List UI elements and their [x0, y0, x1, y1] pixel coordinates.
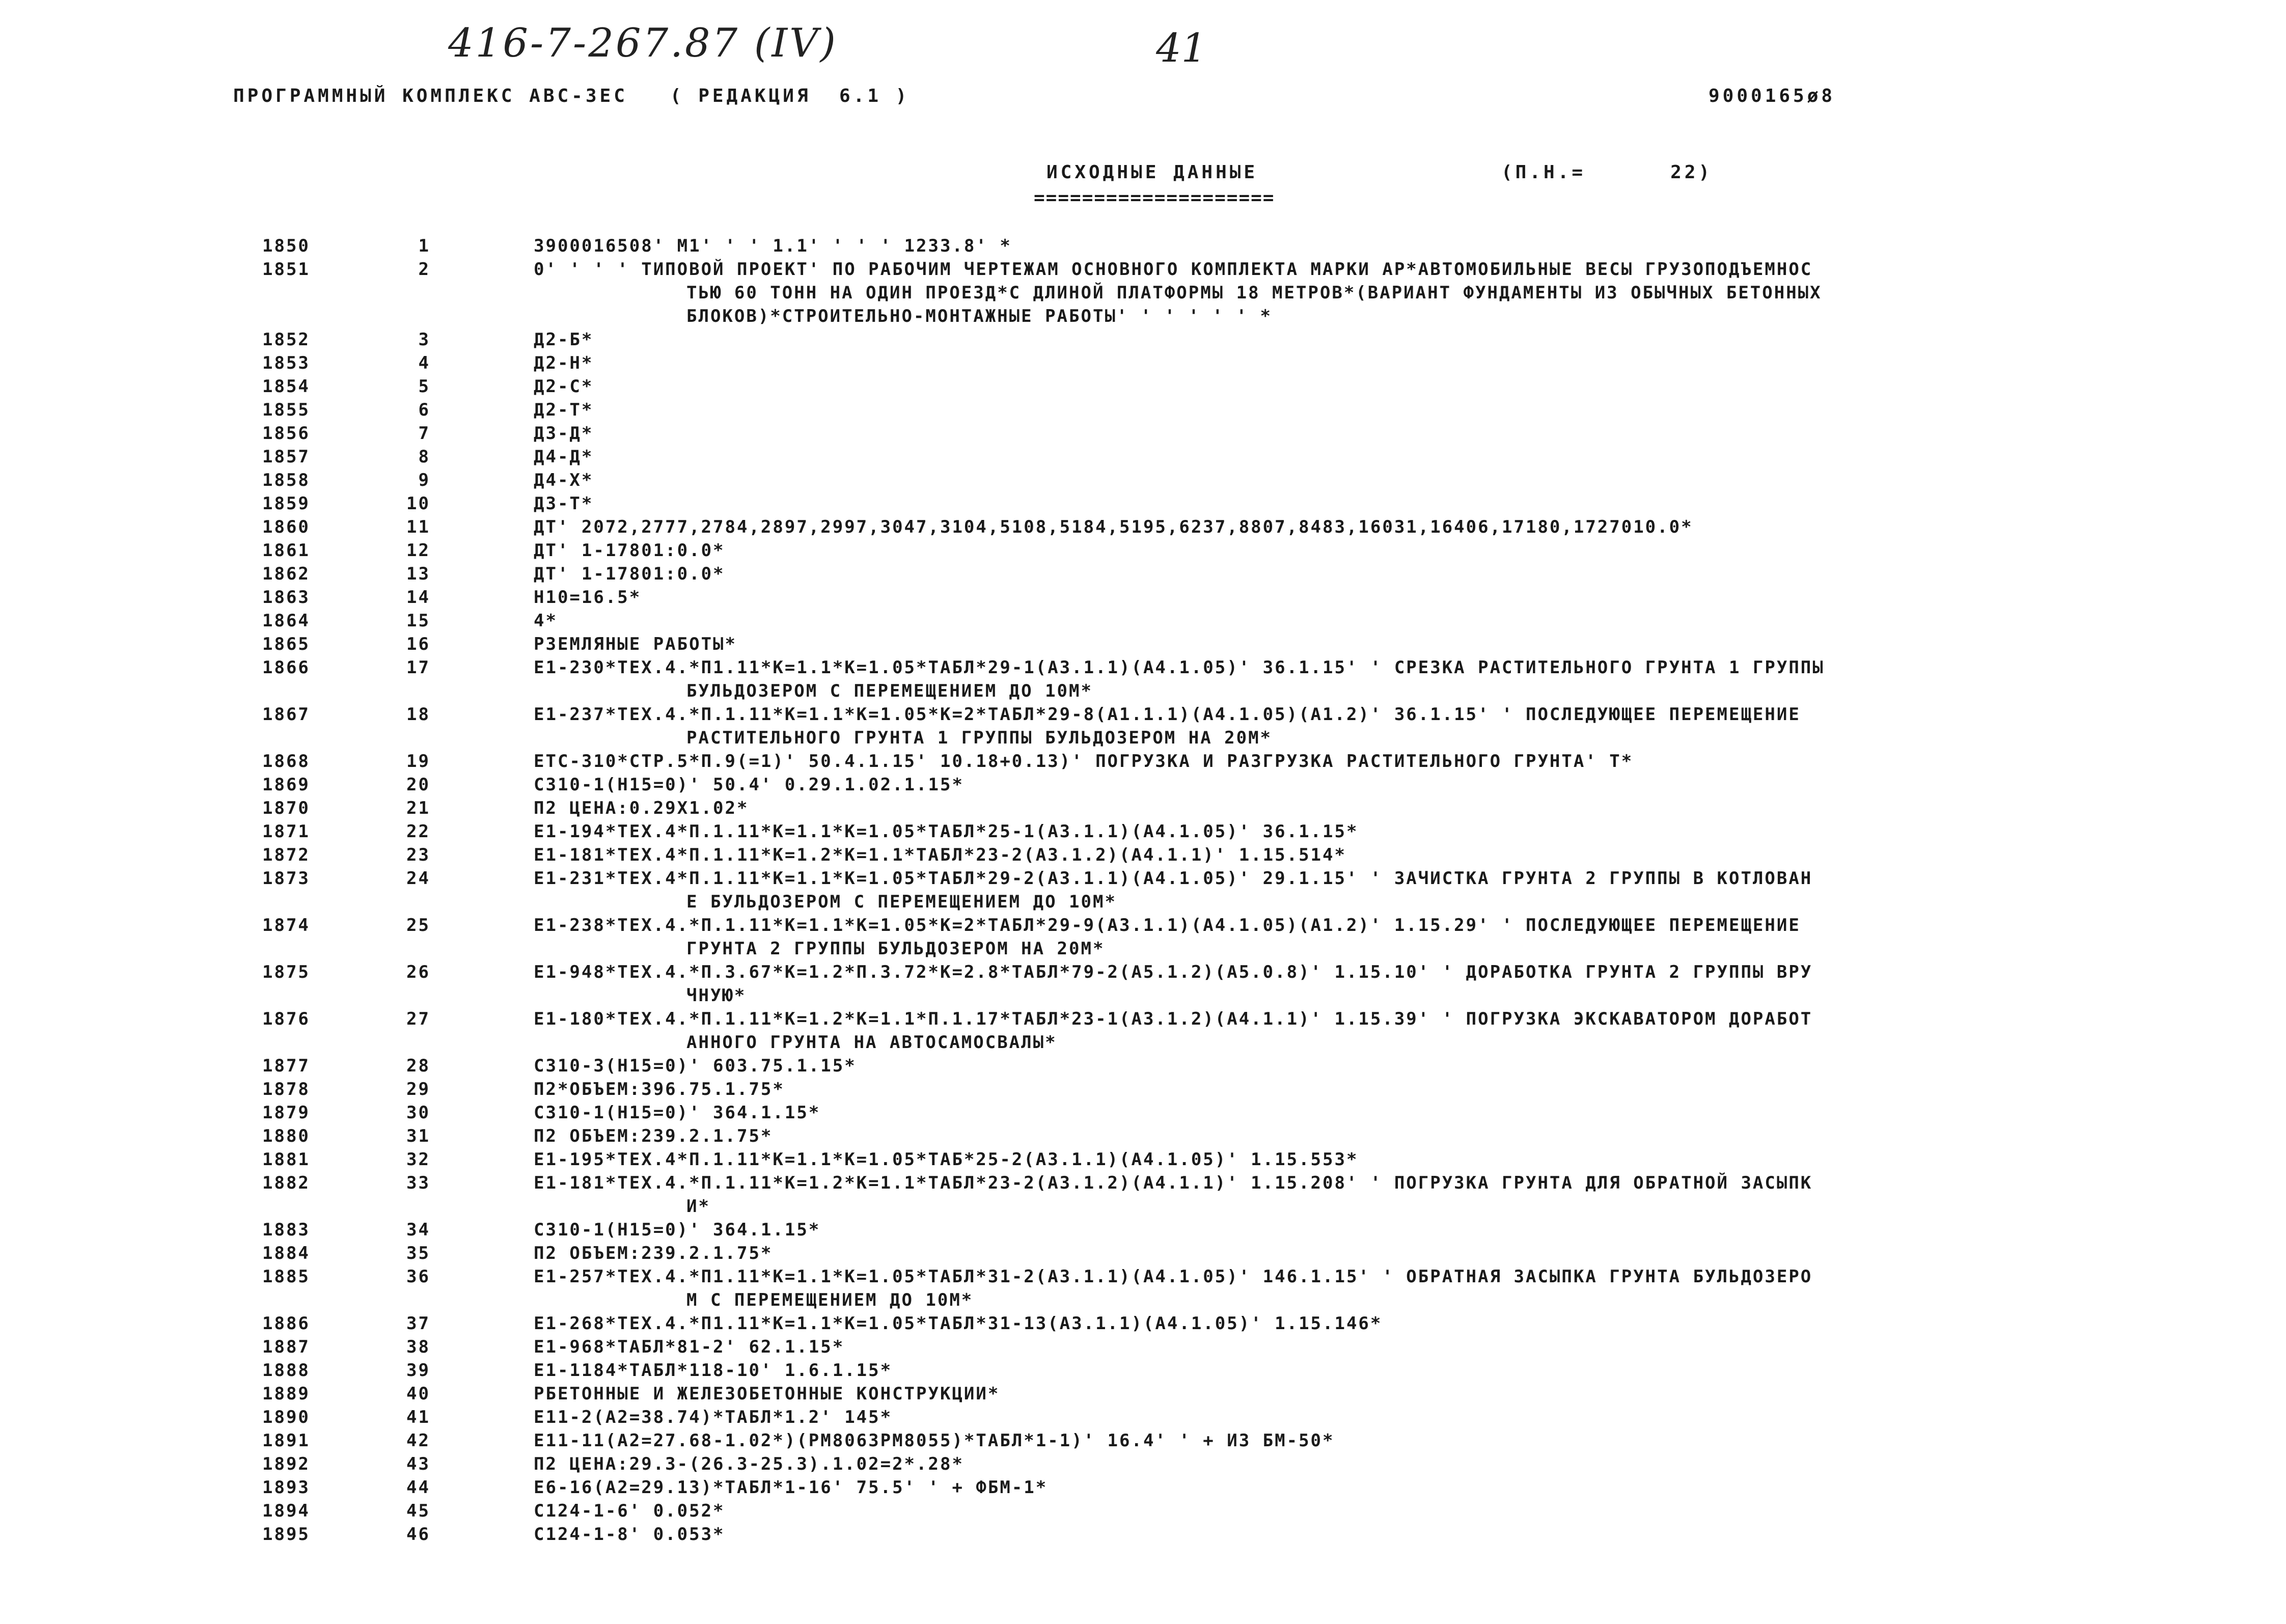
line-number: 1880	[262, 1126, 310, 1146]
listing-row	[0, 1335, 2286, 1359]
record-text-block	[534, 492, 2077, 515]
record-text-block	[534, 469, 2077, 492]
record-text-block	[534, 586, 2077, 609]
sequence-number: 8	[418, 447, 430, 467]
line-number: 1894	[262, 1501, 310, 1521]
record-text: Д2-Н*	[534, 353, 594, 373]
record-text-block	[534, 843, 2077, 867]
record-text-block	[534, 1382, 2077, 1406]
sequence-number: 13	[406, 564, 430, 584]
record-text-block	[534, 1218, 2077, 1242]
record-text: С124-1-8' 0.053*	[534, 1524, 725, 1545]
record-text: 4*	[534, 611, 558, 631]
record-text-block	[534, 609, 2077, 632]
record-text: Е1-948*ТЕХ.4.*П.3.67*К=1.2*П.3.72*К=2.8*ТАБЛ*79-2(А5.1.2)(А5.0.8)' 1.15.10' ' ДОРАБОТКА ГРУНТА 2 ГРУППЫ ВРУ	[534, 962, 1813, 982]
sequence-number: 41	[406, 1407, 430, 1427]
record-text: Д3-Д*	[534, 423, 594, 444]
listing-row	[0, 1218, 2286, 1242]
record-text-block	[534, 867, 2077, 914]
sequence-number: 4	[418, 353, 430, 373]
page-reference: (П.Н.= 22)	[1501, 162, 1713, 183]
line-number: 1865	[262, 634, 310, 654]
record-text-block	[534, 562, 2077, 586]
line-number: 1882	[262, 1173, 310, 1193]
listing-row	[0, 773, 2286, 796]
record-text-block	[534, 1499, 2077, 1523]
sequence-number: 5	[418, 376, 430, 397]
listing-row	[0, 914, 2286, 960]
record-text: Е1-968*ТАБЛ*81-2' 62.1.15*	[534, 1337, 845, 1357]
record-text: Е1-181*ТЕХ.4.*П.1.11*К=1.2*К=1.1*ТАБЛ*23-2(А3.1.2)(А4.1.1)' 1.15.208' ' ПОГРУЗКА ГРУНТА ДЛЯ ОБРАТНОЙ ЗАСЫПК	[534, 1173, 1813, 1193]
record-text-block	[534, 422, 2077, 445]
line-number: 1855	[262, 400, 310, 420]
sequence-number: 11	[406, 517, 430, 537]
record-text: ДТ' 1-17801:0.0*	[534, 564, 725, 584]
record-continuation: И*	[686, 1196, 710, 1217]
line-number: 1858	[262, 470, 310, 490]
record-text: П2 ЦЕНА:0.29Х1.02*	[534, 798, 749, 818]
record-text-block	[534, 1171, 2077, 1218]
program-header: ПРОГРАММНЫЙ КОМПЛЕКС АВС-ЗЕС ( РЕДАКЦИЯ 6.1 )	[233, 86, 910, 106]
line-number: 1886	[262, 1313, 310, 1334]
listing-row	[0, 750, 2286, 773]
listing-row	[0, 492, 2286, 515]
record-text: Е1-237*ТЕХ.4.*П.1.11*К=1.1*К=1.05*К=2*ТАБЛ*29-8(А1.1.1)(А4.1.05)(А1.2)' 36.1.15' ' ПОСЛЕДУЮЩЕЕ ПЕРЕМЕЩЕНИЕ	[534, 704, 1801, 725]
listing-row	[0, 1476, 2286, 1499]
line-number: 1878	[262, 1079, 310, 1099]
sequence-number: 3	[418, 329, 430, 350]
record-text-block	[534, 1312, 2077, 1335]
listing-row	[0, 445, 2286, 469]
record-text: С310-1(Н15=0)' 364.1.15*	[534, 1103, 821, 1123]
listing-row	[0, 1101, 2286, 1124]
listing-row	[0, 234, 2286, 258]
line-number: 1866	[262, 657, 310, 678]
sequence-number: 15	[406, 611, 430, 631]
data-listing	[0, 234, 2286, 1546]
record-continuation: ТЬЮ 60 ТОНН НА ОДИН ПРОЕЗД*С ДЛИНОЙ ПЛАТФОРМЫ 18 МЕТРОВ*(ВАРИАНТ ФУНДАМЕНТЫ ИЗ ОБЫЧНЫХ БЕТОННЫХ	[686, 283, 1822, 303]
listing-row	[0, 1007, 2286, 1054]
record-text-block	[534, 328, 2077, 351]
record-text: Е1-195*ТЕХ.4*П.1.11*К=1.1*К=1.05*ТАБ*25-2(А3.1.1)(А4.1.05)' 1.15.553*	[534, 1149, 1359, 1170]
line-number: 1864	[262, 611, 310, 631]
line-number: 1879	[262, 1103, 310, 1123]
sequence-number: 45	[406, 1501, 430, 1521]
record-continuation: АННОГО ГРУНТА НА АВТОСАМОСВАЛЫ*	[686, 1032, 1057, 1053]
line-number: 1888	[262, 1360, 310, 1381]
listing-row	[0, 469, 2286, 492]
listing-row	[0, 1406, 2286, 1429]
record-text: Е1-180*ТЕХ.4.*П.1.11*К=1.2*К=1.1*П.1.17*ТАБЛ*23-1(А3.1.2)(А4.1.1)' 1.15.39' ' ПОГРУЗКА ЭКСКАВАТОРОМ ДОРАБОТ	[534, 1009, 1813, 1029]
record-text: ЕТС-310*СТР.5*П.9(=1)' 50.4.1.15' 10.18+0.13)' ПОГРУЗКА И РАЗГРУЗКА РАСТИТЕЛЬНОГО ГРУНТА' Т*	[534, 751, 1634, 772]
record-text-block	[534, 515, 2077, 539]
sequence-number: 1	[418, 236, 430, 256]
record-text-block	[534, 796, 2077, 820]
record-text: Д2-С*	[534, 376, 594, 397]
section-title: ИСХОДНЫЕ ДАННЫЕ	[1046, 162, 1258, 183]
sequence-number: 14	[406, 587, 430, 608]
listing-row	[0, 796, 2286, 820]
listing-row	[0, 562, 2286, 586]
line-number: 1852	[262, 329, 310, 350]
record-text-block	[534, 1078, 2077, 1101]
record-text-block	[534, 1265, 2077, 1312]
record-text-block	[534, 773, 2077, 796]
line-number: 1877	[262, 1056, 310, 1076]
sequence-number: 23	[406, 845, 430, 865]
sequence-number: 46	[406, 1524, 430, 1545]
sequence-number: 20	[406, 775, 430, 795]
sequence-number: 40	[406, 1384, 430, 1404]
record-continuation: БЛОКОВ)*СТРОИТЕЛЬНО-МОНТАЖНЫЕ РАБОТЫ' ' ' ' ' ' *	[686, 306, 1273, 326]
line-number: 1867	[262, 704, 310, 725]
sequence-number: 37	[406, 1313, 430, 1334]
record-text: Е1-231*ТЕХ.4*П.1.11*К=1.1*К=1.05*ТАБЛ*29-2(А3.1.1)(А4.1.05)' 29.1.15' ' ЗАЧИСТКА ГРУНТА 2 ГРУППЫ В КОТЛОВАН	[534, 868, 1813, 889]
sequence-number: 12	[406, 540, 430, 561]
sequence-number: 22	[406, 821, 430, 842]
line-number: 1890	[262, 1407, 310, 1427]
title-underline: ====================	[1034, 187, 1275, 208]
line-number: 1889	[262, 1384, 310, 1404]
record-continuation: БУЛЬДОЗЕРОМ С ПЕРЕМЕЩЕНИЕМ ДО 10М*	[686, 681, 1093, 701]
record-text: Д3-Т*	[534, 493, 594, 514]
listing-row	[0, 1265, 2286, 1312]
record-text-block	[534, 656, 2077, 703]
listing-row	[0, 1312, 2286, 1335]
listing-row	[0, 703, 2286, 750]
handwritten-document-code: 416-7-267.87 (IV)	[448, 20, 838, 66]
record-text: РЗЕМЛЯНЫЕ РАБОТЫ*	[534, 634, 737, 654]
handwritten-page-number: 41	[1156, 25, 1207, 71]
record-text-block	[534, 632, 2077, 656]
listing-row	[0, 609, 2286, 632]
listing-row	[0, 1124, 2286, 1148]
listing-row	[0, 1054, 2286, 1078]
record-text: П2 ОБЪЕМ:239.2.1.75*	[534, 1243, 773, 1263]
listing-row	[0, 539, 2286, 562]
sequence-number: 34	[406, 1220, 430, 1240]
listing-row	[0, 820, 2286, 843]
sequence-number: 30	[406, 1103, 430, 1123]
listing-row	[0, 1148, 2286, 1171]
record-text-block	[534, 1054, 2077, 1078]
line-number: 1853	[262, 353, 310, 373]
record-text-block	[534, 703, 2077, 750]
record-text-block	[534, 820, 2077, 843]
record-text: ДТ' 1-17801:0.0*	[534, 540, 725, 561]
record-text: Е1-230*ТЕХ.4.*П1.11*К=1.1*К=1.05*ТАБЛ*29-1(А3.1.1)(А4.1.05)' 36.1.15' ' СРЕЗКА РАСТИТЕЛЬНОГО ГРУНТА 1 ГРУППЫ	[534, 657, 1825, 678]
line-number: 1859	[262, 493, 310, 514]
sequence-number: 28	[406, 1056, 430, 1076]
listing-row	[0, 351, 2286, 375]
record-text-block	[534, 960, 2077, 1007]
sequence-number: 9	[418, 470, 430, 490]
line-number: 1895	[262, 1524, 310, 1545]
sequence-number: 32	[406, 1149, 430, 1170]
record-text-block	[534, 750, 2077, 773]
sequence-number: 35	[406, 1243, 430, 1263]
record-text-block	[534, 914, 2077, 960]
sequence-number: 29	[406, 1079, 430, 1099]
sequence-number: 38	[406, 1337, 430, 1357]
sequence-number: 36	[406, 1267, 430, 1287]
listing-row	[0, 515, 2286, 539]
record-text-block	[534, 445, 2077, 469]
line-number: 1860	[262, 517, 310, 537]
record-text-block	[534, 1406, 2077, 1429]
record-text: Е1-194*ТЕХ.4*П.1.11*К=1.1*К=1.05*ТАБЛ*25-1(А3.1.1)(А4.1.05)' 36.1.15*	[534, 821, 1359, 842]
sequence-number: 39	[406, 1360, 430, 1381]
record-text: П2 ОБЪЕМ:239.2.1.75*	[534, 1126, 773, 1146]
record-text: Е1-181*ТЕХ.4*П.1.11*К=1.2*К=1.1*ТАБЛ*23-2(А3.1.2)(А4.1.1)' 1.15.514*	[534, 845, 1346, 865]
record-text: 0' ' ' ' ТИПОВОЙ ПРОЕКТ' ПО РАБОЧИМ ЧЕРТЕЖАМ ОСНОВНОГО КОМПЛЕКТА МАРКИ АР*АВТОМОБИЛЬНЫЕ ВЕСЫ ГРУЗОПОДЪЕМНОС	[534, 259, 1813, 280]
listing-row	[0, 375, 2286, 398]
listing-row	[0, 867, 2286, 914]
listing-row	[0, 328, 2286, 351]
line-number: 1884	[262, 1243, 310, 1263]
record-text: С310-3(Н15=0)' 603.75.1.15*	[534, 1056, 857, 1076]
record-text-block	[534, 1476, 2077, 1499]
record-text: ДТ' 2072,2777,2784,2897,2997,3047,3104,5108,5184,5195,6237,8807,8483,16031,16406,17180,1727010.0*	[534, 517, 1693, 537]
record-text-block	[534, 1101, 2077, 1124]
record-text-block	[534, 539, 2077, 562]
listing-row	[0, 1452, 2286, 1476]
record-text-block	[534, 398, 2077, 422]
sequence-number: 10	[406, 493, 430, 514]
sequence-number: 18	[406, 704, 430, 725]
line-number: 1862	[262, 564, 310, 584]
record-text-block	[534, 258, 2077, 328]
record-text: С310-1(Н15=0)' 50.4' 0.29.1.02.1.15*	[534, 775, 964, 795]
sequence-number: 17	[406, 657, 430, 678]
listing-row	[0, 656, 2286, 703]
record-continuation: ГРУНТА 2 ГРУППЫ БУЛЬДОЗЕРОМ НА 20М*	[686, 939, 1105, 959]
record-text-block	[534, 1242, 2077, 1265]
line-number: 1869	[262, 775, 310, 795]
record-text-block	[534, 234, 2077, 258]
record-text: С124-1-6' 0.052*	[534, 1501, 725, 1521]
record-text: Е11-2(А2=38.74)*ТАБЛ*1.2' 145*	[534, 1407, 893, 1427]
line-number: 1885	[262, 1267, 310, 1287]
record-text: С310-1(Н15=0)' 364.1.15*	[534, 1220, 821, 1240]
listing-row	[0, 1523, 2286, 1546]
record-text: Е6-16(А2=29.13)*ТАБЛ*1-16' 75.5' ' + ФБМ-1*	[534, 1477, 1048, 1498]
record-continuation: М С ПЕРЕМЕЩЕНИЕМ ДО 10М*	[686, 1290, 974, 1310]
record-continuation: ЧНУЮ*	[686, 985, 747, 1006]
sequence-number: 26	[406, 962, 430, 982]
listing-row	[0, 398, 2286, 422]
line-number: 1872	[262, 845, 310, 865]
sequence-number: 33	[406, 1173, 430, 1193]
listing-row	[0, 632, 2286, 656]
line-number: 1887	[262, 1337, 310, 1357]
listing-row	[0, 843, 2286, 867]
line-number: 1868	[262, 751, 310, 772]
listing-row	[0, 258, 2286, 328]
listing-row	[0, 1078, 2286, 1101]
record-text: Е1-257*ТЕХ.4.*П1.11*К=1.1*К=1.05*ТАБЛ*31-2(А3.1.1)(А4.1.05)' 146.1.15' ' ОБРАТНАЯ ЗАСЫПКА ГРУНТА БУЛЬДОЗЕРО	[534, 1267, 1813, 1287]
record-continuation: Е БУЛЬДОЗЕРОМ С ПЕРЕМЕЩЕНИЕМ ДО 10М*	[686, 892, 1117, 912]
record-text: Д4-Д*	[534, 447, 594, 467]
record-text-block	[534, 1429, 2077, 1452]
record-text-block	[534, 1335, 2077, 1359]
listing-row	[0, 1429, 2286, 1452]
sequence-number: 7	[418, 423, 430, 444]
listing-row	[0, 960, 2286, 1007]
listing-row	[0, 586, 2286, 609]
line-number: 1851	[262, 259, 310, 280]
listing-row	[0, 1382, 2286, 1406]
line-number: 1875	[262, 962, 310, 982]
sequence-number: 24	[406, 868, 430, 889]
record-continuation: РАСТИТЕЛЬНОГО ГРУНТА 1 ГРУППЫ БУЛЬДОЗЕРОМ НА 20М*	[686, 728, 1273, 748]
line-number: 1870	[262, 798, 310, 818]
record-text: Д2-Б*	[534, 329, 594, 350]
sequence-number: 27	[406, 1009, 430, 1029]
sequence-number: 44	[406, 1477, 430, 1498]
sequence-number: 2	[418, 259, 430, 280]
record-text-block	[534, 1359, 2077, 1382]
record-text: Н10=16.5*	[534, 587, 642, 608]
record-text: 3900016508' M1' ' ' 1.1' ' ' ' 1233.8' *	[534, 236, 1012, 256]
line-number: 1854	[262, 376, 310, 397]
line-number: 1874	[262, 915, 310, 935]
record-text: Е1-268*ТЕХ.4.*П1.11*К=1.1*К=1.05*ТАБЛ*31-13(А3.1.1)(А4.1.05)' 1.15.146*	[534, 1313, 1383, 1334]
record-text: РБЕТОННЫЕ И ЖЕЛЕЗОБЕТОННЫЕ КОНСТРУКЦИИ*	[534, 1384, 1000, 1404]
line-number: 1893	[262, 1477, 310, 1498]
line-number: 1850	[262, 236, 310, 256]
listing-row	[0, 1171, 2286, 1218]
line-number: 1861	[262, 540, 310, 561]
line-number: 1883	[262, 1220, 310, 1240]
record-text: П2 ЦЕНА:29.3-(26.3-25.3).1.02=2*.28*	[534, 1454, 964, 1474]
project-code: 9000165ø8	[1709, 86, 1836, 106]
record-text-block	[534, 1007, 2077, 1054]
record-text: Д2-Т*	[534, 400, 594, 420]
line-number: 1876	[262, 1009, 310, 1029]
record-text-block	[534, 1523, 2077, 1546]
listing-row	[0, 422, 2286, 445]
sequence-number: 6	[418, 400, 430, 420]
listing-row	[0, 1242, 2286, 1265]
line-number: 1863	[262, 587, 310, 608]
record-text: Е11-11(А2=27.68-1.02*)(РМ8063РМ8055)*ТАБЛ*1-1)' 16.4' ' + ИЗ БМ-50*	[534, 1430, 1335, 1451]
line-number: 1871	[262, 821, 310, 842]
sequence-number: 31	[406, 1126, 430, 1146]
record-text: П2*ОБЪЕМ:396.75.1.75*	[534, 1079, 785, 1099]
record-text-block	[534, 375, 2077, 398]
line-number: 1873	[262, 868, 310, 889]
sequence-number: 43	[406, 1454, 430, 1474]
sequence-number: 21	[406, 798, 430, 818]
record-text-block	[534, 1124, 2077, 1148]
sequence-number: 16	[406, 634, 430, 654]
record-text-block	[534, 1452, 2077, 1476]
record-text: Е1-1184*ТАБЛ*118-10' 1.6.1.15*	[534, 1360, 893, 1381]
record-text-block	[534, 351, 2077, 375]
record-text: Е1-238*ТЕХ.4.*П.1.11*К=1.1*К=1.05*К=2*ТАБЛ*29-9(А3.1.1)(А4.1.05)(А1.2)' 1.15.29' ' ПОСЛЕДУЮЩЕЕ ПЕРЕМЕЩЕНИЕ	[534, 915, 1801, 935]
line-number: 1881	[262, 1149, 310, 1170]
record-text: Д4-Х*	[534, 470, 594, 490]
listing-row	[0, 1499, 2286, 1523]
line-number: 1891	[262, 1430, 310, 1451]
line-number: 1857	[262, 447, 310, 467]
sequence-number: 19	[406, 751, 430, 772]
record-text-block	[534, 1148, 2077, 1171]
line-number: 1856	[262, 423, 310, 444]
listing-row	[0, 1359, 2286, 1382]
line-number: 1892	[262, 1454, 310, 1474]
sequence-number: 25	[406, 915, 430, 935]
sequence-number: 42	[406, 1430, 430, 1451]
